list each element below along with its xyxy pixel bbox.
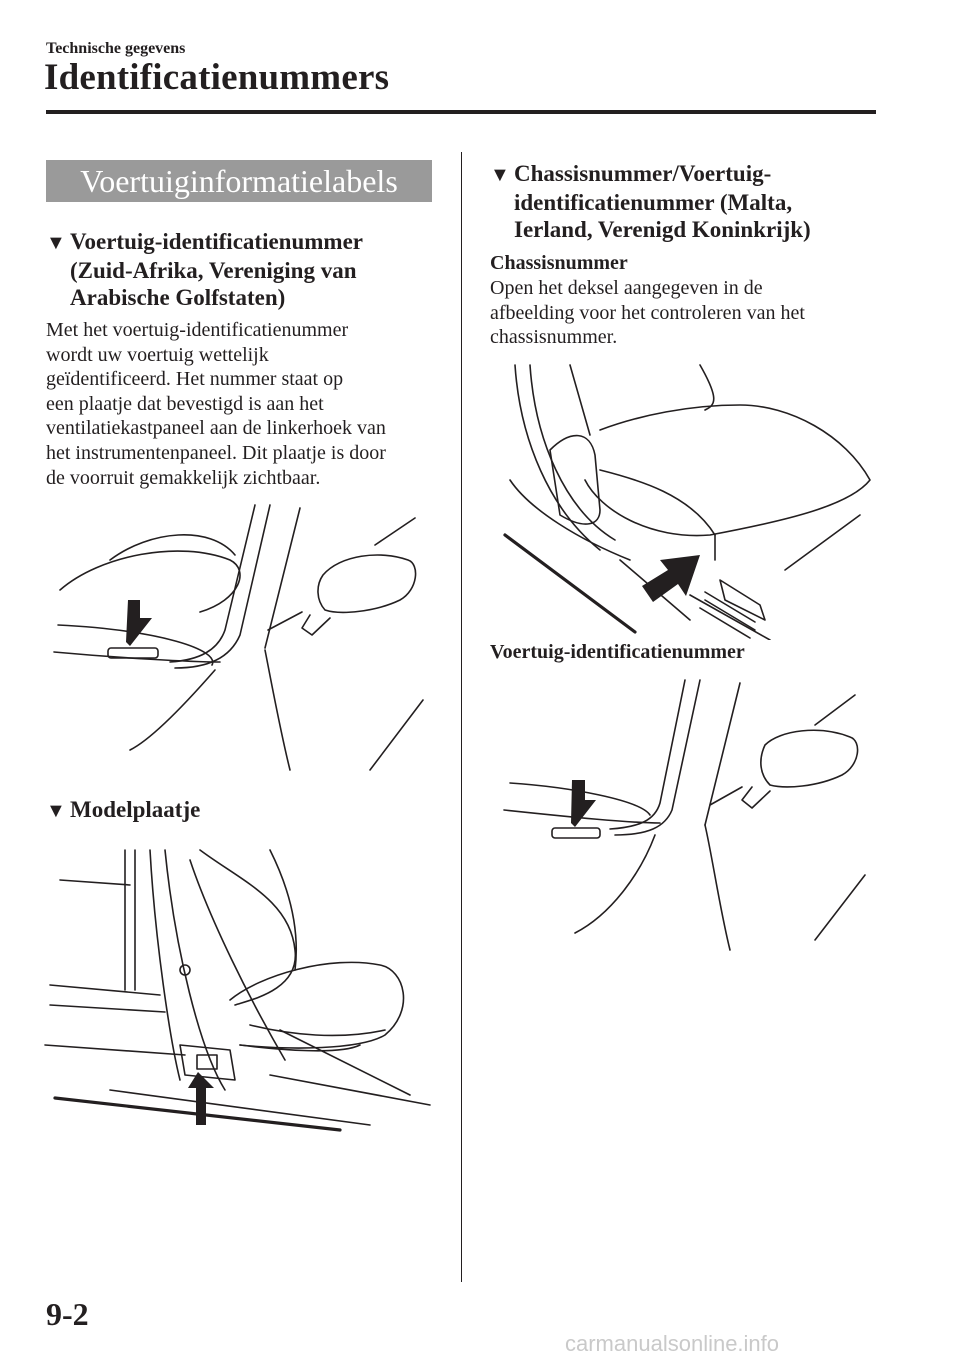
chassis-text-line: Open het deksel aangegeven in de [490, 277, 763, 299]
vin-heading-line-1: Voertuig-identificatienummer [70, 229, 363, 254]
chassis-heading-line-1: Chassisnummer/Voertuig- [514, 161, 772, 186]
model-heading-text: Modelplaatje [70, 797, 201, 822]
model-plate-heading [46, 796, 446, 825]
dashboard-vin-illustration-right [490, 675, 890, 965]
vin-heading [46, 228, 446, 311]
vin-text-line: de voorruit gemakkelijk zichtbaar. [46, 466, 321, 489]
vin-text-line: Met het voertuig-identificatienummer [46, 319, 349, 341]
chassis-paragraph [490, 276, 890, 350]
column-divider [461, 152, 462, 1282]
vin-heading-line-2: (Zuid-Afrika, Vereniging van [70, 258, 357, 283]
chassis-text-line: chassisnummer. [490, 326, 618, 349]
section-banner: Voertuiginformatielabels [46, 160, 432, 202]
model-plate-illustration [40, 840, 460, 1140]
vin-text-line: wordt uw voertuig wettelijk [46, 343, 269, 366]
chassis-heading-line-2: identificatienummer (Malta, [514, 190, 793, 215]
header-rule [46, 110, 876, 114]
vin-text-line: een plaatje dat bevestigd is aan het [46, 392, 324, 415]
vin-paragraph [46, 318, 446, 490]
dashboard-vin-illustration [40, 500, 460, 780]
vin-heading-line-3: Arabische Golfstaten) [70, 285, 286, 310]
down-triangle-icon: ▼ [490, 164, 510, 186]
chassis-number-illustration [490, 360, 890, 640]
vin-label: Voertuig-identificatienummer [490, 641, 745, 663]
vin-text-line: het instrumentenpaneel. Dit plaatje is door [46, 441, 386, 464]
vin-text-line: ventilatiekastpaneel aan de linkerhoek van [46, 417, 386, 440]
vin-text-line: geïdentificeerd. Het nummer staat op [46, 368, 344, 391]
chassis-heading [490, 160, 890, 243]
section-kicker: Technische gegevens [46, 40, 186, 57]
chassis-label: Chassisnummer [490, 252, 628, 274]
page-number: 9-2 [46, 1296, 89, 1332]
site-watermark[interactable]: carmanualsonline.info [565, 1331, 780, 1356]
chapter-title: Identificatienummers [44, 57, 390, 98]
chassis-text-line: afbeelding voor het controleren van het [490, 301, 805, 324]
chassis-heading-line-3: Ierland, Verenigd Koninkrijk) [514, 217, 811, 242]
down-triangle-icon: ▼ [46, 800, 66, 822]
down-triangle-icon: ▼ [46, 232, 66, 254]
